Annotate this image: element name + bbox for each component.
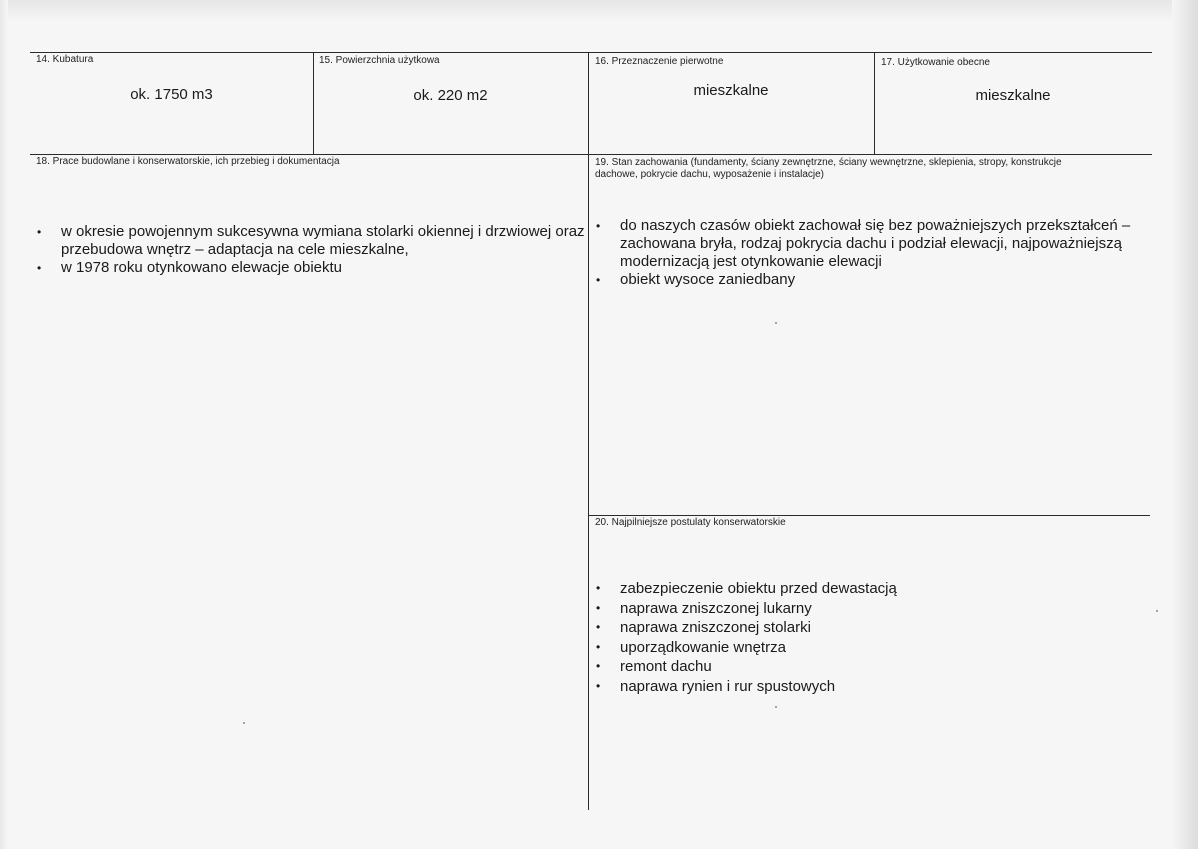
column-divider-main <box>588 52 589 810</box>
row-divider-rule <box>30 154 1152 155</box>
table-top-rule <box>30 52 1152 53</box>
field-18-item: • w 1978 roku otynkowano elewacje obiektu <box>37 259 343 276</box>
field-17-label: 17. Użytkowanie obecne <box>881 57 990 68</box>
field-20-item: • zabezpieczenie obiektu przed dewastacją <box>596 580 897 597</box>
scan-edge-left <box>0 0 8 849</box>
scan-speck <box>1156 610 1158 612</box>
bullet-icon: • <box>37 225 42 239</box>
bullet-icon: • <box>596 678 601 693</box>
field-20-item: • naprawa zniszczonej stolarki <box>596 619 811 636</box>
field-20-item: • naprawa zniszczonej lukarny <box>596 599 812 617</box>
section-20-top-rule <box>588 515 1150 516</box>
field-19-list <box>592 217 1148 289</box>
scan-speck <box>775 322 777 324</box>
field-18-list <box>33 223 585 277</box>
field-20-item: • uporządkowanie wnętrza <box>596 638 786 656</box>
bullet-icon: • <box>596 659 601 673</box>
field-18-item: • w okresie powojennym sukcesywna wymiana stolarki okiennej i drzwiowej oraz przebudowa wnętrz – adaptacja na cele mieszkalne, <box>37 223 585 258</box>
field-19-label: 19. Stan zachowania (fundamenty, ściany zewnętrzne, ściany wewnętrzne, sklepienia, stropy, konstrukcje dachowe, pokrycie dachu, wyposażenie i instalacje) <box>595 157 1062 180</box>
field-15-value: ok. 220 m2 <box>413 87 488 104</box>
scan-edge-top <box>0 0 1198 22</box>
field-20-item: • naprawa rynien i rur spustowych <box>596 677 836 695</box>
field-15-label: 15. Powierzchnia użytkowa <box>319 55 440 66</box>
bullet-icon: • <box>596 219 601 233</box>
bullet-icon: • <box>596 600 601 615</box>
bullet-icon: • <box>596 639 601 654</box>
scan-edge-right <box>1172 0 1198 849</box>
scan-speck <box>775 706 777 708</box>
field-14-label: 14. Kubatura <box>36 54 94 65</box>
field-17-value: mieszkalne <box>975 87 1051 104</box>
scan-speck <box>243 722 245 724</box>
field-18-label: 18. Prace budowlane i konserwatorskie, ich przebieg i dokumentacja <box>36 156 340 167</box>
bullet-icon: • <box>596 620 601 634</box>
field-19-item: • do naszych czasów obiekt zachował się bez poważniejszych przekształceń – zachowana bryła, rodzaj pokrycia dachu i podział elewacji, najpoważniejszą modernizacją jest otynkowanie elewacji <box>596 217 1131 270</box>
field-20-list <box>592 579 1148 696</box>
field-19-item: • obiekt wysoce zaniedbany <box>596 271 796 288</box>
field-20-item: • remont dachu <box>596 658 712 675</box>
bullet-icon: • <box>37 261 42 275</box>
field-20-label: 20. Najpilniejsze postulaty konserwatorskie <box>595 517 786 528</box>
field-14-value: ok. 1750 m3 <box>130 86 213 103</box>
field-16-label: 16. Przeznaczenie pierwotne <box>595 56 724 67</box>
bullet-icon: • <box>596 273 601 287</box>
bullet-icon: • <box>596 581 601 595</box>
field-16-value: mieszkalne <box>693 82 769 99</box>
